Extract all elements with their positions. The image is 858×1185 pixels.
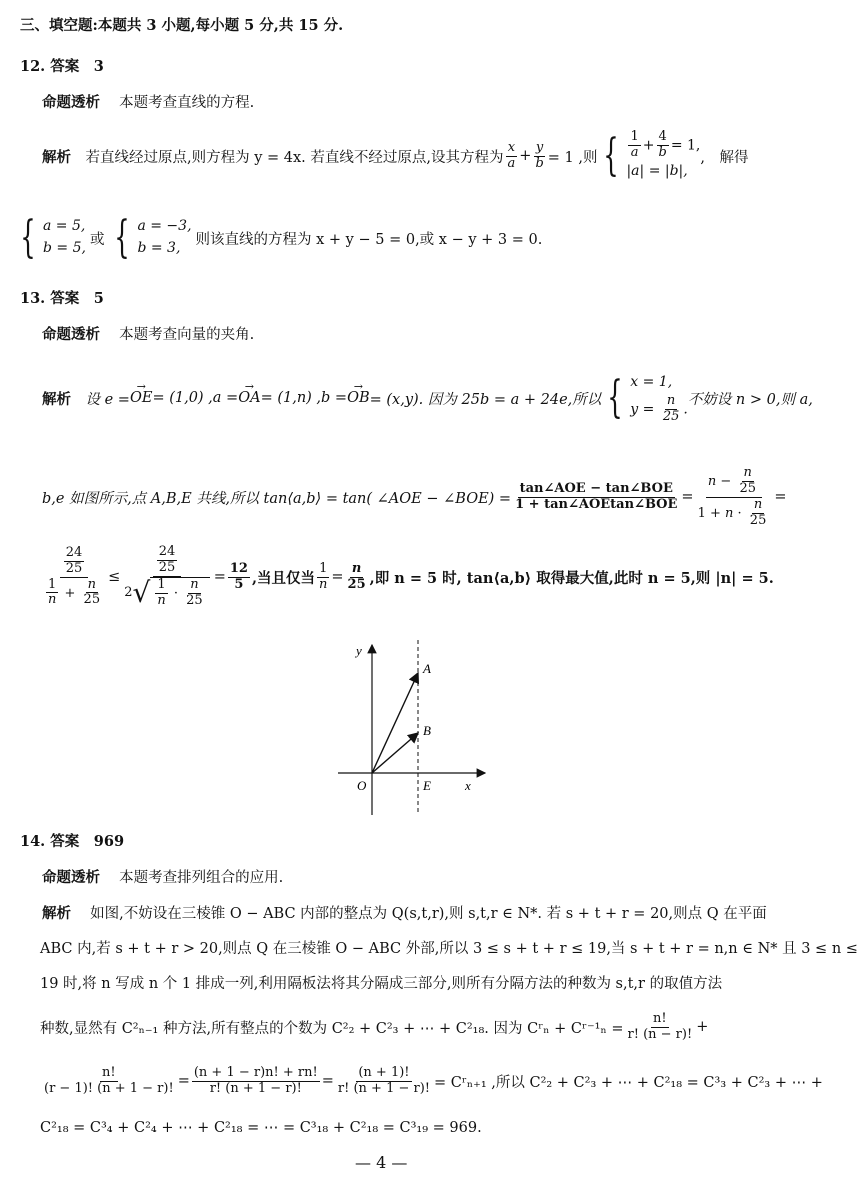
q12-system1: { $\frac{1}{a}$ + $\frac{4}{b}$ = 1, |a| = |b|, — [603, 129, 701, 182]
q13-analysis: 命题透析 本题考查向量的夹角. — [42, 326, 255, 343]
q13-system: { x = 1, y = $\frac{n}{25}$ . — [607, 372, 688, 424]
n-frac: n − $\frac{n}{25}$ 1 + n · $\frac{n}{25}$ — [697, 465, 767, 528]
analysis-text: 本题考查直线的方程. — [119, 95, 255, 111]
label-B: B — [423, 723, 431, 738]
q12-solution-line2: { a = 5, b = 5, 或 { a = −3, b = 3, 则该直线的方程为 x + y − 5 = 0,或 x − y + 3 = 0. — [14, 216, 542, 260]
analysis-label: 命题透析 — [42, 94, 100, 111]
label-E: E — [423, 778, 431, 793]
q12-analysis — [42, 91, 254, 112]
q12-system2: { a = 5, b = 5, — [20, 212, 86, 263]
vec-OE: → OE — [130, 390, 152, 406]
q14-line1: 解析 如图,不妨设在三棱锥 O − ABC 内部的整点为 Q(s,t,r),则 s,t,r ∈ N*. 若 s + t + r = 20,则点 Q 在平面 — [42, 905, 767, 922]
q14-line6: C²₁₈ = C³₄ + C²₄ + ⋯ + C²₁₈ = ⋯ = C³₁₈ + C²₁₈ = C³₁₉ = 969. — [40, 1120, 482, 1136]
q12-answer: 12. 答案 3 — [20, 58, 104, 75]
page-number: — 4 — — [355, 1153, 408, 1172]
q12-sol-b: = 1 ,则 — [547, 149, 598, 166]
q12-sol-c: , 解得 — [700, 149, 749, 166]
q13-line2: b,e 如图所示,点 A,B,E 共线,所以 tan⟨a,b⟩ = tan( ∠AOE − ∠BOE) = $\frac{\text{tan∠AOE − tan∠BOE}}{\text{1 + tan∠AOEtan∠BOE}}$ = n − $\frac{n}{25}$ 1 + n · $\frac{n}{25}$ = — [42, 465, 787, 528]
q12-solution-line1: 解析 若直线经过原点,则方程为 y = 4x. 若直线不经过原点,设其方程为 $\frac{x}{a}$ + $\frac{y}{b}$ = 1 ,则 { $\frac{1}{a}$ + $\frac{4}{b}$ = 1, |a| = |b|, , 解得 — [42, 129, 749, 182]
tan-diff-frac: $\frac{\text{tan∠AOE − tan∠BOE}}{\text{1 + tan∠AOEtan∠BOE}}$ — [515, 480, 678, 512]
q13-line3: $\frac{24}{25}$ $\frac{1}{n}$ + $\frac{n}{25}$ ≤ $\frac{24}{25}$ 2 √ $\frac{1}{n}$ · $\frac{n}{25}$ = $\frac{12}{5}$ ,当且仅当 $\frac{1}{n}$ = $\frac{n}{25}$ ,即 n = 5 时, tan⟨a,b⟩ 取得最大值,此时 n = 5,则 |n| = 5. — [48, 544, 774, 609]
q12-system3: { a = −3, b = 3, — [114, 212, 192, 263]
q14-line5: $\frac{n!}{(r - 1)! (n + 1 - r)!}$ = $\frac{(n + 1 - r)n! + rn!}{r! (n + 1 - r)!}$ = $\frac{(n + 1)!}{r! (n + 1 - r)!}$ = Cʳₙ₊₁ ,所以 C²₂ + C²₃ + ⋯ + C²₁₈ = C³₃ + C²₃ + ⋯ + — [44, 1065, 823, 1096]
vector-figure — [330, 635, 510, 820]
frac-x-a: $\frac{x}{a}$ — [507, 139, 516, 171]
vec-OB: → OB — [347, 390, 370, 406]
label-y: y — [356, 643, 362, 658]
label-x: x — [465, 778, 471, 793]
q14-line3: 19 时,将 n 写成 n 个 1 排成一列,利用隔板法将其分隔成三部分,则所有分隔方法的种数为 s,t,r 的取值方法 — [40, 976, 723, 992]
q12-sol-a: 若直线经过原点,则方程为 y = 4x. 若直线不经过原点,设其方程为 — [85, 149, 504, 166]
q13-line1: 解析 设 e = → OE = (1,0) ,a = → OA = (1,n) ,b = → OB = (x,y). 因为 25b = a + 24e,所以 { x = 1, y = $\frac{n}{25}$ . 不妨设 n > 0,则 a, — [42, 372, 813, 425]
q13-answer: 13. 答案 5 — [20, 290, 104, 307]
vector-OA — [372, 673, 418, 773]
section-heading: 三、填空题:本题共 3 小题,每小题 5 分,共 15 分. — [20, 17, 344, 34]
q14-analysis: 命题透析 本题考查排列组合的应用. — [42, 869, 284, 886]
vec-OA: → OA — [238, 390, 260, 406]
frac-y-b: $\frac{y}{b}$ — [535, 139, 544, 171]
q12-conclusion: 则该直线的方程为 x + y − 5 = 0,或 x − y + 3 = 0. — [195, 231, 543, 248]
q14-answer: 14. 答案 969 — [20, 833, 125, 850]
label-A: A — [423, 661, 431, 676]
vector-OB — [372, 733, 418, 773]
q14-line2: ABC 内,若 s + t + r > 20,则点 Q 在三棱锥 O − ABC 外部,所以 3 ≤ s + t + r ≤ 19,当 s + t + r = n,n ∈ N* 且 3 ≤ n ≤ — [40, 941, 858, 957]
q14-line4: 种数,显然有 C²ₙ₋₁ 种方法,所有整点的个数为 C²₂ + C²₃ + ⋯ + C²₁₈. 因为 Cʳₙ + Cʳ⁻¹ₙ = $\frac{n!}{r! (n - r)!}$ + — [40, 1011, 709, 1042]
solution-label: 解析 — [42, 148, 71, 166]
label-O: O — [357, 778, 367, 793]
